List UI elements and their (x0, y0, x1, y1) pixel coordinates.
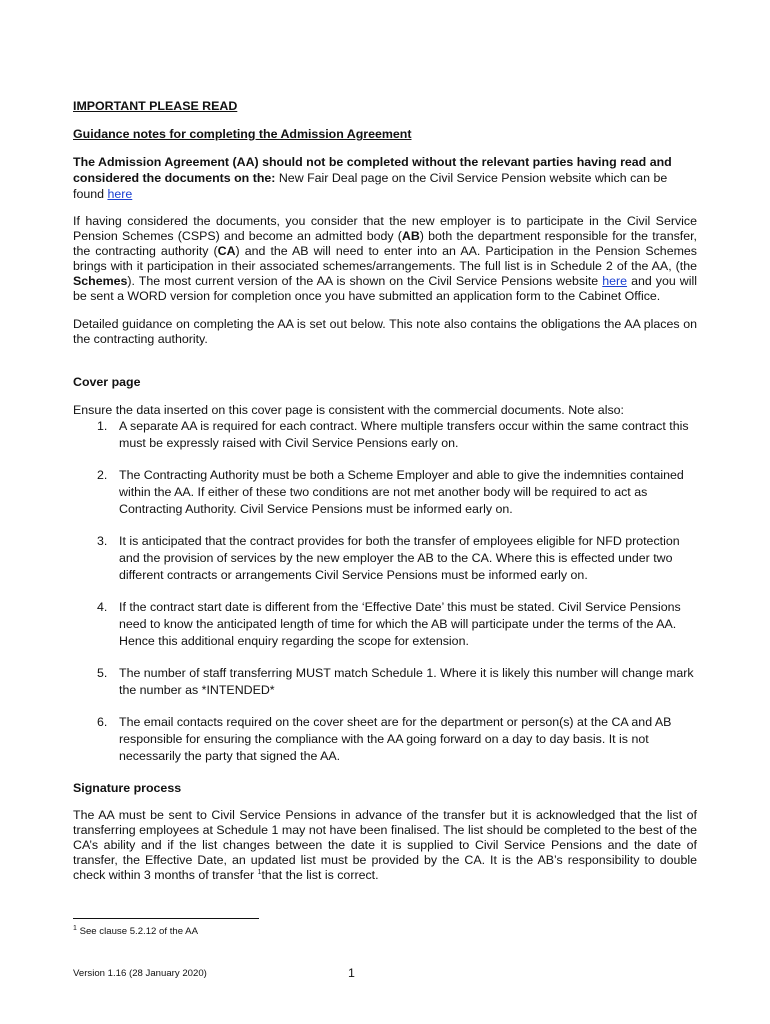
cover-list-item (73, 467, 697, 518)
important-heading: IMPORTANT PLEASE READ (73, 99, 238, 113)
version-label: Version 1.16 (28 January 2020) (73, 968, 207, 979)
para2-text-3: ) and the AB will need to enter into an AA. Participation in the Pension Schemes brings with it participation in their associated schemes/arrangements. The full list is in Schedule 2 of the AA, (the (73, 244, 698, 273)
guidance-paragraph: Detailed guidance on completing the AA is set out below. This note also contains the obligations the AA places on the contracting authority. (73, 317, 697, 346)
cover-list-item (73, 714, 697, 765)
intro-text: New Fair Deal page on the Civil Service Pension website which can be found (73, 171, 668, 201)
signature-heading: Signature process (73, 781, 182, 795)
footnote-divider (73, 918, 259, 919)
list-item-number: 4. (97, 600, 108, 614)
list-item-text: A separate AA is required for each contract. Where multiple transfers occur within the same contract this must be expressly raised with Civil Service Pensions early on. (119, 419, 689, 450)
page-number: 1 (348, 966, 355, 980)
cover-list-item (73, 533, 697, 584)
footnote-reference: 1 (257, 868, 262, 876)
intro-here-link[interactable]: here (107, 187, 133, 201)
signature-text-1: The AA must be sent to Civil Service Pensions in advance of the transfer but it is acknowledged that the list of transferring employees at Schedule 1 may not have been finalised. The list should be completed to the best of the CA’s ability and if the list changes between the date it is supplied to Civil Service Pensions and the date of transfer, the Effective Date, an updated list must be provided by the CA. It is the AB’s responsibility to double check within 3 months of transfer (73, 808, 697, 882)
participation-paragraph (73, 214, 697, 304)
para2-text-2: ) both the department responsible for the transfer, the contracting authority ( (73, 229, 697, 258)
para2-text-5: and you will be sent a WORD version for completion once you have submitted an application form to the Cabinet Office. (73, 274, 698, 303)
cover-page-lead: Ensure the data inserted on this cover page is consistent with the commercial documents. Note also: (73, 403, 624, 417)
intro-bold-lead: The Admission Agreement (AA) should not be completed without the relevant parties having read and considered the documents on the: (73, 155, 672, 185)
para2-ca: CA (217, 244, 236, 258)
list-item-number: 5. (97, 666, 108, 680)
para2-text-1: If having considered the documents, you consider that the new employer is to participate in the Civil Service Pension Schemes (CSPS) and become an admitted body ( (73, 214, 697, 243)
list-item-text: The Contracting Authority must be both a Scheme Employer and able to give the indemnities contained within the AA. If either of these two conditions are not met another body will be required to act as Contracting Authority. Civil Service Pensions must be informed early on. (119, 468, 684, 516)
list-item-text: The email contacts required on the cover sheet are for the department or person(s) at the CA and AB responsible for ensuring the compliance with the AA going forward on a day to day basis. It is not necessarily the party that signed the AA. (119, 715, 672, 763)
document-body (73, 98, 697, 883)
para2-schemes: Schemes (73, 274, 128, 288)
cover-list-item (73, 665, 697, 699)
pensions-here-link[interactable]: here (602, 274, 628, 288)
list-item-number: 6. (97, 715, 108, 729)
intro-paragraph (73, 154, 697, 202)
guidance-heading: Guidance notes for completing the Admission Agreement (73, 127, 412, 141)
footnote-text: See clause 5.2.12 of the AA (76, 926, 198, 938)
list-item-number: 2. (97, 468, 108, 482)
list-item-text: It is anticipated that the contract provides for both the transfer of employees eligible for NFD protection and the provision of services by the new employer the AB to the CA. Where this is effected under two different contracts or arrangements Civil Service Pensions must be informed early on. (119, 534, 680, 582)
cover-list-item (73, 418, 697, 452)
list-item-text: If the contract start date is different from the ‘Effective Date’ this must be stated. Civil Service Pensions need to know the anticipated length of time for which the AB will participate under the terms of the AA. Hence this additional enquiry regarding the scope for extension. (119, 600, 681, 648)
footnote-mark: 1 (73, 925, 77, 932)
cover-page-list (73, 418, 697, 765)
para2-text-4: ). The most current version of the AA is shown on the Civil Service Pensions website (127, 274, 603, 288)
list-item-text: The number of staff transferring MUST match Schedule 1. Where it is likely this number will change mark the number as *INTENDED* (119, 666, 694, 697)
footnote (73, 925, 198, 937)
cover-page-heading: Cover page (73, 375, 141, 389)
signature-text-2: that the list is correct. (261, 868, 379, 882)
list-item-number: 1. (97, 419, 108, 433)
cover-list-item (73, 599, 697, 650)
para2-ab: AB (401, 229, 420, 243)
signature-paragraph (73, 808, 697, 883)
list-item-number: 3. (97, 534, 108, 548)
